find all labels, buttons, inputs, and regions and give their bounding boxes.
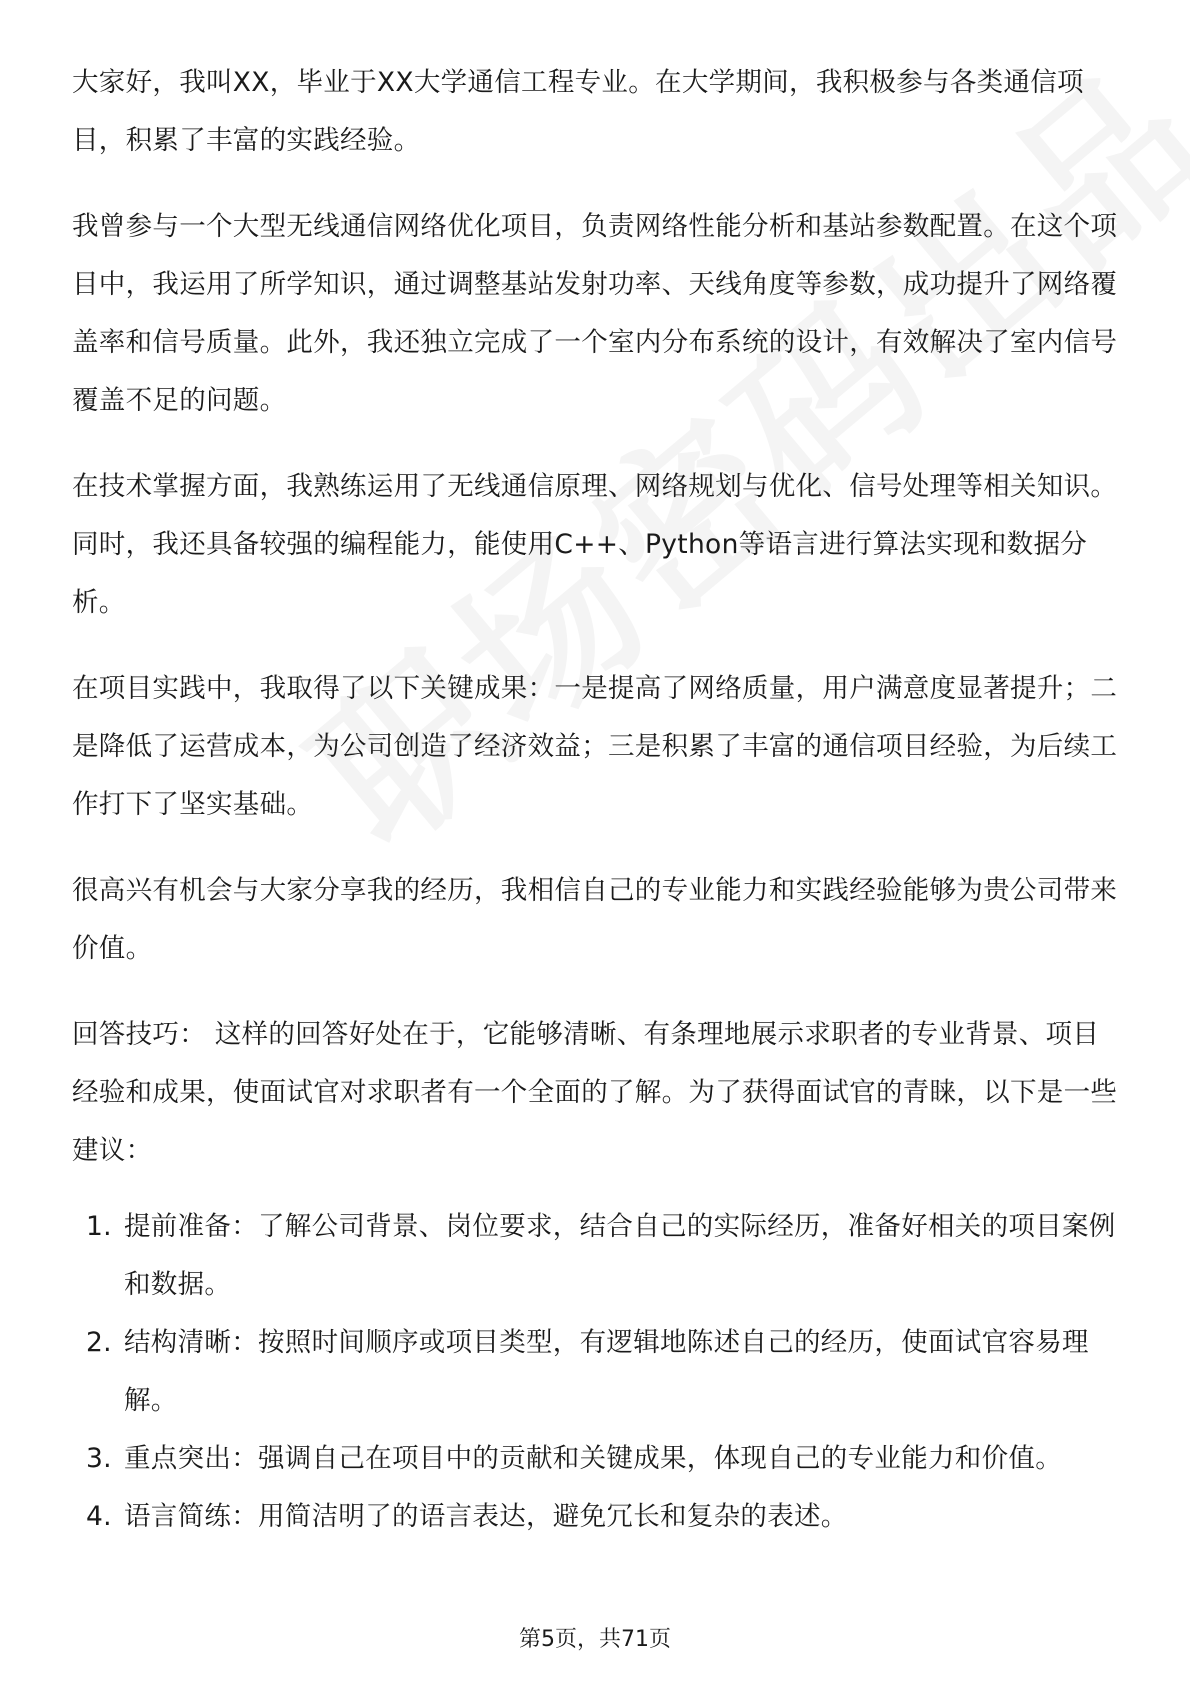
paragraph-project: 我曾参与一个大型无线通信网络优化项目，负责网络性能分析和基站参数配置。在这个项目中，我运用了所学知识，通过调整基站发射功率、天线角度等参数，成功提升了网络覆盖率和信号质量。此外，我还独立完成了一个室内分布系统的设计，有效解决了室内信号覆盖不足的问题。 bbox=[72, 211, 1118, 416]
list-item bbox=[72, 1430, 1118, 1488]
list-item-number: 2. bbox=[86, 1327, 112, 1358]
list-item-number: 1. bbox=[86, 1211, 112, 1242]
list-item-text: 结构清晰：按照时间顺序或项目类型，有逻辑地陈述自己的经历，使面试官容易理解。 bbox=[124, 1327, 1089, 1416]
list-item-number: 4. bbox=[86, 1501, 112, 1532]
tips-list bbox=[72, 1198, 1118, 1546]
list-item bbox=[72, 1314, 1118, 1430]
paragraph-closing: 很高兴有机会与大家分享我的经历，我相信自己的专业能力和实践经验能够为贵公司带来价值。 bbox=[72, 875, 1118, 964]
list-item-text: 提前准备：了解公司背景、岗位要求，结合自己的实际经历，准备好相关的项目案例和数据。 bbox=[124, 1211, 1116, 1300]
list-item-text: 语言简练：用简洁明了的语言表达，避免冗长和复杂的表述。 bbox=[124, 1501, 848, 1532]
list-item bbox=[72, 1488, 1118, 1546]
document-body bbox=[72, 54, 1118, 1546]
list-item bbox=[72, 1198, 1118, 1314]
paragraph-tips-intro: 回答技巧： 这样的回答好处在于，它能够清晰、有条理地展示求职者的专业背景、项目经验和成果，使面试官对求职者有一个全面的了解。为了获得面试官的青睐，以下是一些建议： bbox=[72, 1019, 1118, 1166]
paragraph-results: 在项目实践中，我取得了以下关键成果：一是提高了网络质量，用户满意度显著提升；二是降低了运营成本，为公司创造了经济效益；三是积累了丰富的通信项目经验，为后续工作打下了坚实基础。 bbox=[72, 673, 1118, 820]
paragraph-intro: 大家好，我叫XX，毕业于XX大学通信工程专业。在大学期间，我积极参与各类通信项目，积累了丰富的实践经验。 bbox=[72, 67, 1084, 156]
list-item-text: 重点突出：强调自己在项目中的贡献和关键成果，体现自己的专业能力和价值。 bbox=[124, 1443, 1062, 1474]
page-number-footer: 第5页，共71页 bbox=[519, 1627, 671, 1652]
list-item-number: 3. bbox=[86, 1443, 112, 1474]
paragraph-skills: 在技术掌握方面，我熟练运用了无线通信原理、网络规划与优化、信号处理等相关知识。同时，我还具备较强的编程能力，能使用C++、Python等语言进行算法实现和数据分析。 bbox=[72, 471, 1118, 618]
